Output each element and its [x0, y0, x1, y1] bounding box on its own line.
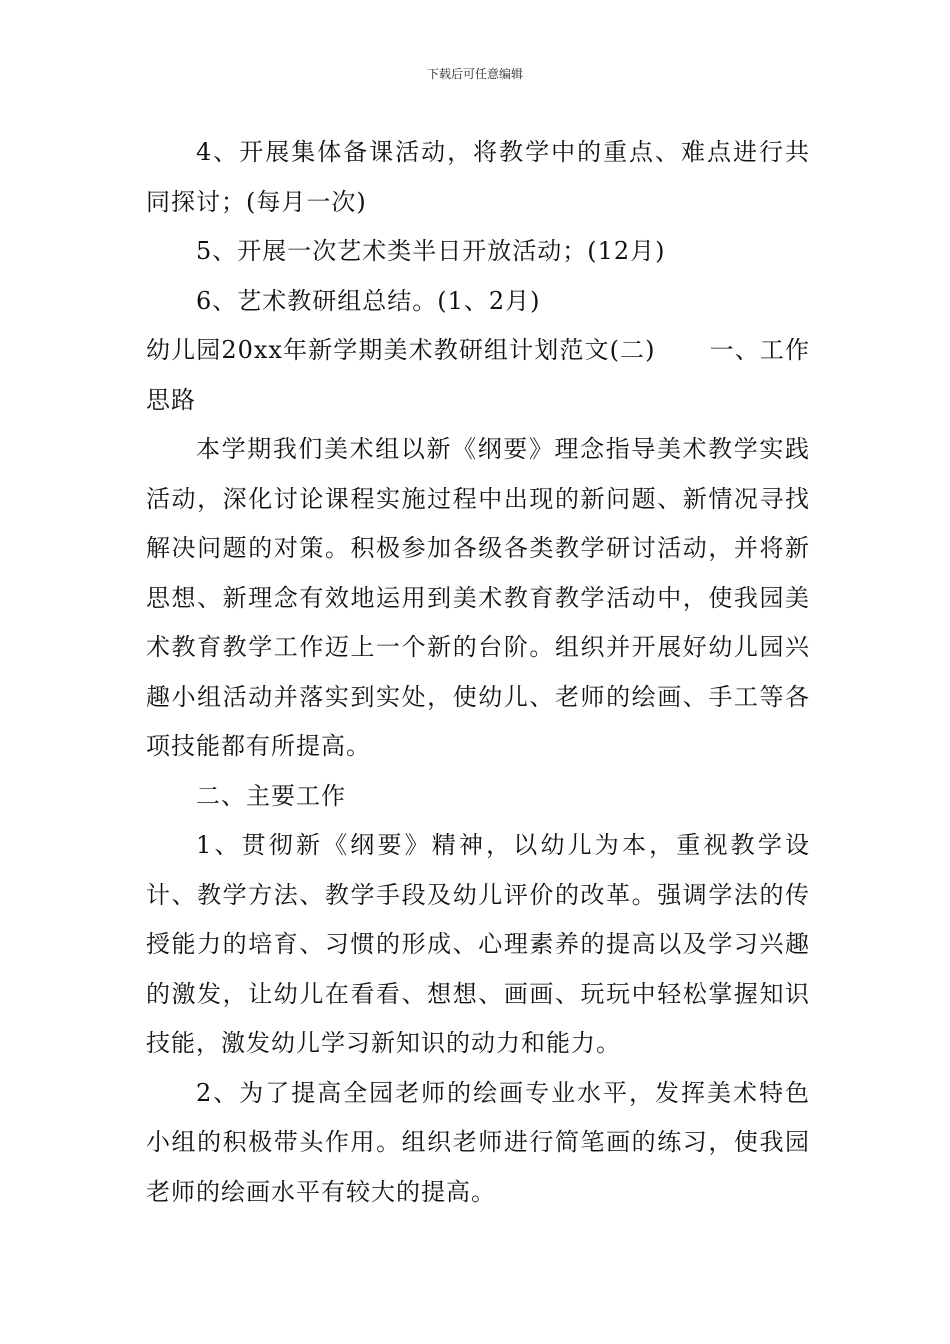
document-body [146, 128, 810, 1217]
paragraph-item-5: 5、开展一次艺术类半日开放活动；(12月) [196, 237, 666, 265]
page-header: 下载后可任意编辑 [426, 67, 523, 81]
section-heading-work-ideas: 一、工作思路 [146, 336, 810, 414]
document-title: 幼儿园20xx年新学期美术教研组计划范文(二) [146, 336, 656, 364]
paragraph-item-4: 4、开展集体备课活动，将教学中的重点、难点进行共同探讨；(每月一次) [146, 138, 810, 216]
paragraph-item-6: 6、艺术教研组总结。(1、2月) [196, 286, 541, 315]
paragraph-main-work-1: 1、贯彻新《纲要》精神，以幼儿为本，重视教学设计、教学方法、教学手段及幼儿评价的改革。强调学法的传授能力的培育、习惯的形成、心理素养的提高以及学习兴趣的激发，让幼儿在看看、想想、画画、玩玩中轻松掌握知识技能，激发幼儿学习新知识的动力和能力。 [146, 831, 810, 1057]
section-title-line [146, 326, 810, 425]
paragraph-work-ideas: 本学期我们美术组以新《纲要》理念指导美术教学实践活动，深化讨论课程实施过程中出现的新问题、新情况寻找解决问题的对策。积极参加各级各类教学研讨活动，并将新思想、新理念有效地运用到美术教育教学活动中，使我园美术教育教学工作迈上一个新的台阶。组织并开展好幼儿园兴趣小组活动并落实到实处，使幼儿、老师的绘画、手工等各项技能都有所提高。 [146, 435, 810, 760]
paragraph-main-work-2: 2、为了提高全园老师的绘画专业水平，发挥美术特色小组的积极带头作用。组织老师进行简笔画的练习，使我园老师的绘画水平有较大的提高。 [146, 1078, 810, 1206]
section-heading-main-work: 二、主要工作 [196, 781, 346, 810]
